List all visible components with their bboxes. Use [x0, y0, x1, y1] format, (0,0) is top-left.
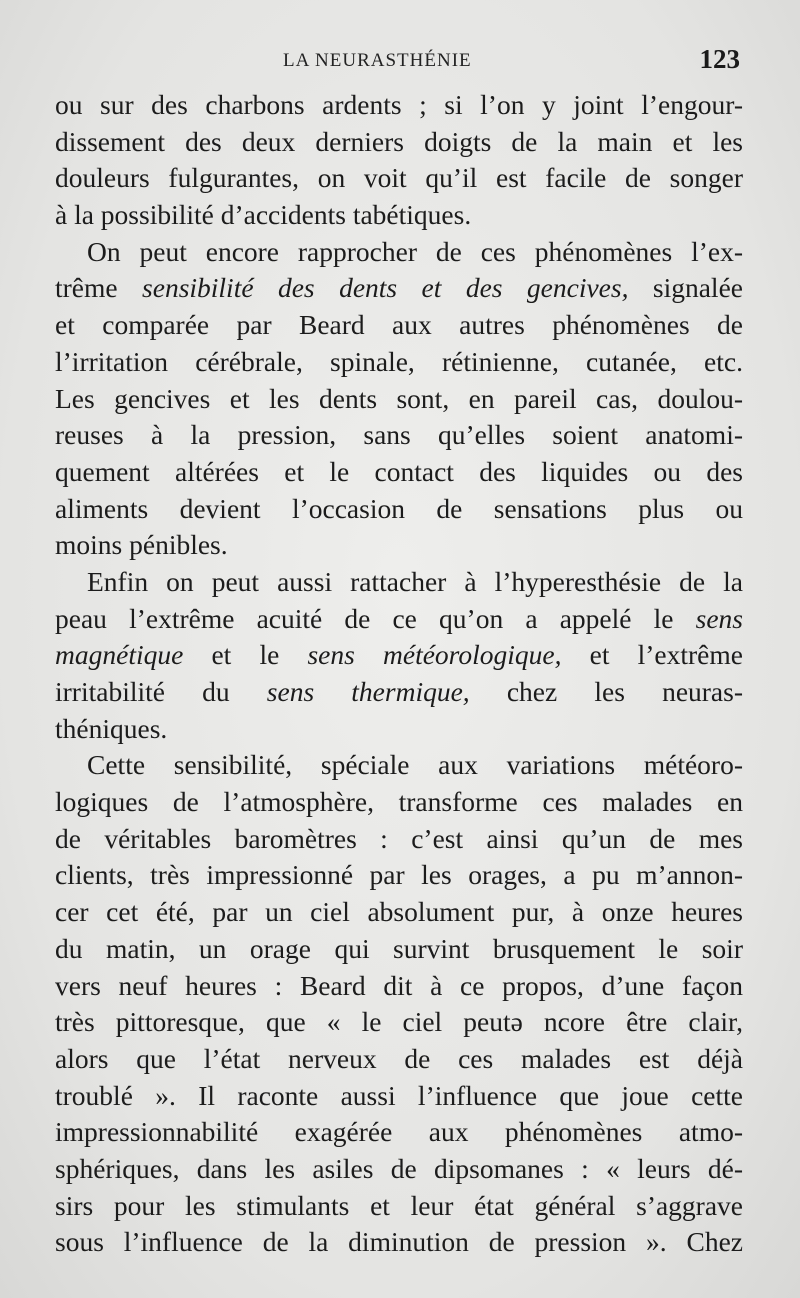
text-line: impressionnabilité exagérée aux phénomènes atmo-: [55, 1116, 743, 1148]
text-line: sphériques, dans les asiles de dipsomanes : « leurs dé-: [55, 1152, 743, 1184]
text-line: alors que l’état nerveux de ces malades est déjà: [55, 1042, 743, 1074]
text-line: sirs pour les stimulants et leur état général s’aggrave: [55, 1189, 743, 1221]
text-line: très pittoresque, que « le ciel peutə ncore être clair,: [55, 1006, 743, 1038]
text-line: troublé ». Il raconte aussi l’influence que joue cette: [55, 1079, 743, 1111]
paragraph: [55, 564, 743, 747]
body-text: [55, 87, 743, 1261]
text-line: quement altérées et le contact des liquides ou des: [55, 455, 743, 487]
text-line: théniques.: [55, 712, 168, 744]
text-line: reuses à la pression, sans qu’elles soient anatomi-: [55, 419, 743, 451]
text-line: On peut encore rapprocher de ces phénomènes l’ex-: [87, 235, 743, 267]
text-line: peau l’extrême acuité de ce qu’on a appelé le sens: [55, 602, 743, 634]
text-line: Les gencives et les dents sont, en pareil cas, doulou-: [55, 382, 743, 414]
text-line: trême sensibilité des dents et des gencives, signalée: [55, 272, 743, 304]
text-line: l’irritation cérébrale, spinale, rétinienne, cutanée, etc.: [55, 345, 743, 377]
text-line: sous l’influence de la diminution de pression ». Chez: [55, 1226, 743, 1258]
text-line: dissement des deux derniers doigts de la main et les: [55, 125, 743, 157]
paragraph: [55, 87, 743, 234]
text-line: à la possibilité d’accidents tabétiques.: [55, 199, 472, 231]
text-line: Enfin on peut aussi rattacher à l’hyperesthésie de la: [87, 565, 743, 597]
paragraph: [55, 747, 743, 1261]
text-line: moins pénibles.: [55, 529, 228, 561]
text-line: douleurs fulgurantes, on voit qu’il est facile de songer: [55, 162, 743, 194]
text-line: Cette sensibilité, spéciale aux variations météoro-: [87, 749, 743, 781]
text-line: logiques de l’atmosphère, transforme ces malades en: [55, 786, 743, 818]
text-line: vers neuf heures : Beard dit à ce propos, d’une façon: [55, 969, 743, 1001]
text-line: clients, très impressionné par les orages, a pu m’annon-: [55, 859, 743, 891]
text-line: irritabilité du sens thermique, chez les neuras-: [55, 676, 743, 707]
text-line: cer cet été, par un ciel absolument pur, à onze heures: [55, 896, 743, 928]
page-header: [55, 44, 740, 80]
text-line: aliments devient l’occasion de sensations plus ou: [55, 492, 743, 524]
running-title: LA NEURASTHÉNIE: [283, 50, 472, 71]
text-line: ou sur des charbons ardents ; si l’on y joint l’engour-: [55, 89, 743, 120]
text-line: magnétique et le sens météorologique, et l’extrême: [55, 639, 743, 671]
text-line: et comparée par Beard aux autres phénomènes de: [55, 309, 743, 341]
text-line: de véritables baromètres : c’est ainsi qu’un de mes: [55, 822, 743, 854]
text-line: du matin, un orage qui survint brusquement le soir: [55, 932, 743, 964]
paragraph: [55, 234, 743, 564]
page-number: 123: [699, 44, 740, 74]
